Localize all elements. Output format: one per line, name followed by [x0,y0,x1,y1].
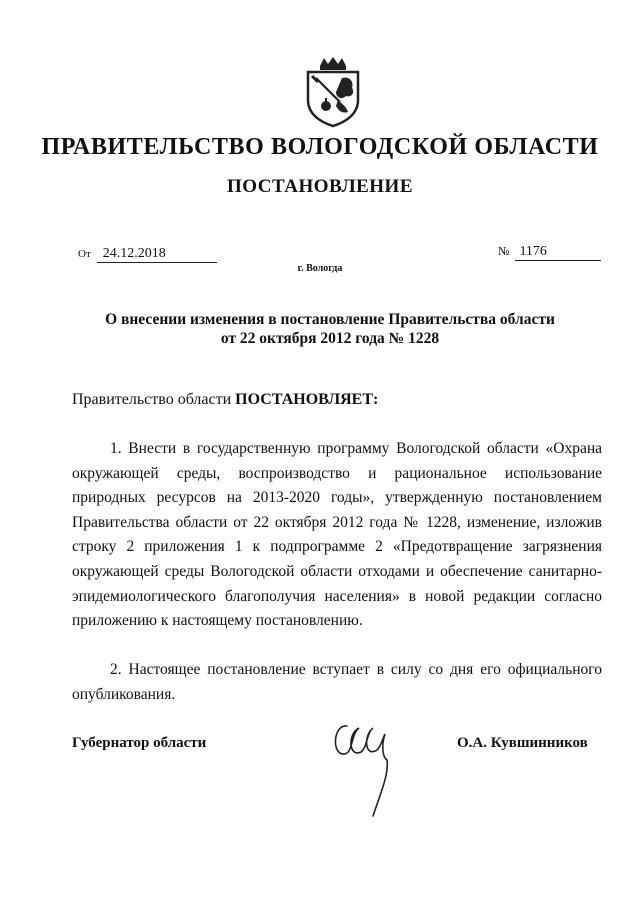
signatory-name: О.А. Кувшинников [457,735,588,751]
number-prefix: № [498,244,510,258]
subject-line-2: от 22 октября 2012 года № 1228 [220,330,440,347]
organization-title: ПРАВИТЕЛЬСТВО ВОЛОГОДСКОЙ ОБЛАСТИ [41,134,599,160]
preamble-text: Правительство области [72,391,236,408]
coat-of-arms-icon [302,56,364,128]
preamble-resolves: ПОСТАНОВЛЯЕТ: [235,391,379,408]
subject-line-1: О внесении изменения в постановление Правительства области [105,311,555,328]
document-type: ПОСТАНОВЛЕНИЕ [226,176,414,197]
date-row [78,245,217,263]
document-date: 24.12.2018 [97,245,217,263]
document-number: 1176 [515,243,601,261]
paragraph-1: 1. Внести в государственную программу Вологодской области «Охрана окружающей среды, воспроизводство и рациональное использование природных ресурсов на 2013-2020 годы», утвержденную постановлением Правительства области от 22 октября 2012 года № 1228, изменение, изложив строку 2 приложения 1 к подпрограмме 2 «Предотвращение загрязнения окружающей среды Вологодской области отходами и обеспечение санитарно-эпидемиологического благополучия населения» в новой редакции согласно приложению к настоящему постановлению. [72,440,602,630]
document-subject [90,310,570,348]
handwritten-signature [325,712,405,822]
date-prefix: От [78,248,91,260]
number-row [498,243,601,261]
paragraph-2: 2. Настоящее постановление вступает в силу со дня его официального опубликования. [72,661,602,703]
signatory-position: Губернатор области [72,735,207,751]
preamble [72,391,378,409]
city: г. Вологда [297,263,343,274]
